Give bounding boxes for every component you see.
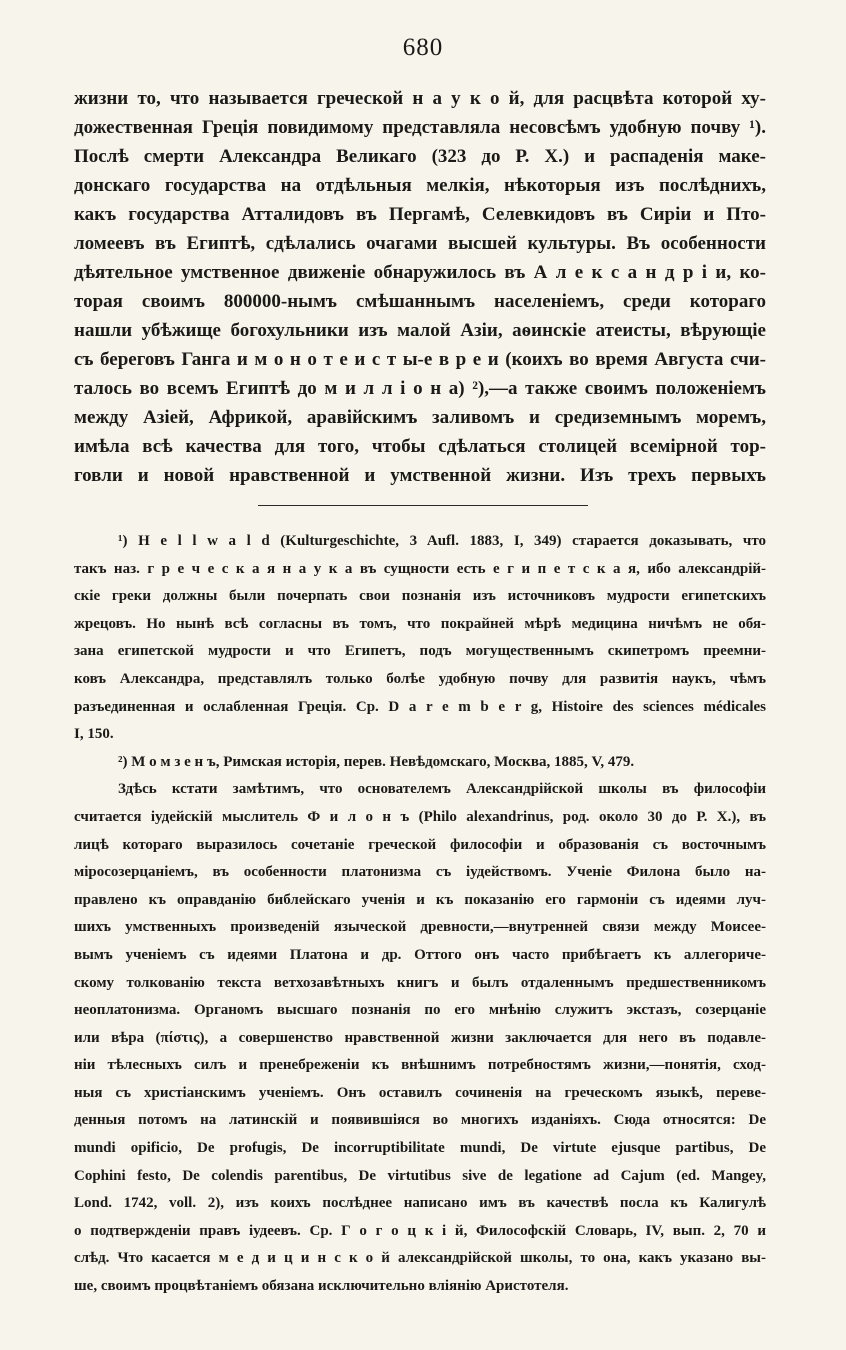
footnote-line: mundi opificio, De profugis, De incorruptibilitate mundi, De virtute ejusque partibus, De — [74, 1140, 766, 1157]
footnote-line: правлено къ оправданiю библейскаго ученiя и къ показанiю его гармонiи съ идеями луч- — [74, 891, 766, 908]
footnote-line: считается iудейскiй мыслитель Ф и л о н ъ (Philo alexandrinus, род. около 30 до Р. Х.), въ — [74, 808, 766, 825]
footnote-line: ныя съ христiанскимъ ученiемъ. Онъ оставилъ сочиненiя на греческомъ языкѣ, переве- — [74, 1084, 766, 1101]
text-line: съ береговъ Ганга и м о н о т е и с т ы-е в р е и (коихъ во время Августа счи- — [74, 349, 766, 370]
page-number: 680 — [402, 34, 444, 61]
footnote-line: жрецовъ. Но нынѣ всѣ согласны въ томъ, что покрайней мѣрѣ медицина ничѣмъ не обя- — [74, 615, 766, 632]
text-line: какъ государства Атталидовъ въ Пергамѣ, Селевкидовъ въ Сирiи и Пто- — [74, 204, 766, 225]
footnote-line: Здѣсь кстати замѣтимъ, что основателемъ Александрiйской школы въ философiи — [118, 781, 766, 798]
footnote-line: Lond. 1742, voll. 2), изъ коихъ послѣднее написано имъ въ качествѣ посла къ Калигулѣ — [74, 1195, 766, 1212]
footnote-line: ²) М о м з е н ъ, Римская исторiя, перев. Невѣдомскаго, Москва, 1885, V, 479. — [118, 753, 635, 770]
footnote-line: ¹) H e l l w a l d (Kulturgeschichte, 3 Aufl. 1883, I, 349) старается доказывать, что — [118, 533, 766, 549]
footnote-line: такъ наз. г р е ч е с к а я н а у к а въ сущности есть е г и п е т с к а я, ибо александрiй- — [74, 560, 766, 577]
text-line: дожественная Грецiя повидимому представляла несовсѣмъ удобную почву ¹). — [74, 117, 766, 138]
footnote-line: зана египетской мудрости и что Египетъ, подъ могущественнымъ скипетромъ преемни- — [74, 643, 766, 660]
text-line: жизни то, что называется греческой н а у к о й, для расцвѣта которой ху- — [74, 88, 766, 109]
footnote-line: или вѣра (πίστις), а совершенство нравственной жизни заключается для него въ подавле- — [74, 1029, 766, 1046]
footnote-line: о подтвержденiи правъ iудеевъ. Ср. Г о г о ц к i й, Философскiй Словарь, IV, вып. 2, 70 и — [74, 1222, 766, 1239]
footnote-line: скiе греки должны были почерпать свои познанiя изъ источниковъ мудрости египетскихъ — [74, 588, 766, 605]
footnote-line: слѣд. Что касается м е д и ц и н с к о й александрiйской школы, то она, какъ указано вы- — [74, 1250, 766, 1267]
footnote-line: скому толкованiю текста ветхозавѣтныхъ книгъ и былъ отдаленнымъ предшественникомъ — [74, 974, 766, 991]
text-line: Послѣ смерти Александра Великаго (323 до Р. Х.) и распаденiя маке- — [74, 146, 766, 167]
footnote-line: Cophini festo, De colendis parentibus, De virtutibus sive de legatione ad Cajum (ed. Mangey, — [74, 1167, 766, 1184]
footnote-line: денныя потомъ на латинскiй и появившiяся во многихъ изданiяхъ. Сюда относятся: De — [74, 1112, 766, 1129]
text-line: дѣятельное умственное движенiе обнаружилось въ А л е к с а н д р i и, ко- — [74, 262, 766, 283]
text-line: торая своимъ 800000-нымъ смѣшаннымъ населенiемъ, среди котораго — [74, 291, 766, 312]
text-line: говли и новой нравственной и умственной жизни. Изъ трехъ первыхъ — [74, 465, 766, 486]
footnote-line: лицѣ котораго выразилось сочетанiе греческой философiи и образованiя съ восточнымъ — [74, 836, 766, 853]
footnote-line: вымъ ученiемъ съ идеями Платона и др. Оттого онъ часто прибѣгаетъ къ аллегориче- — [74, 946, 766, 963]
footnote-line: мiросозерцанiемъ, въ особенности платонизма съ iудействомъ. Ученiе Филона было на- — [74, 864, 766, 881]
text-line: имѣла всѣ качества для того, чтобы сдѣлаться столицей всемiрной тор- — [74, 436, 766, 457]
footnote-line: шихъ умственныхъ произведенiй языческой древности,—внутренней связи между Моисее- — [74, 919, 766, 936]
footnote-line: разъединенная и ослабленная Грецiя. Ср. D a r e m b e r g, Histoire des sciences médicales — [74, 698, 766, 715]
text-line: нашли убѣжище богохульники изъ малой Азiи, аѳинскiе атеисты, вѣрующiе — [74, 320, 766, 341]
footnote-line: ше, своимъ процвѣтанiемъ обязана исключительно влiянiю Аристотеля. — [74, 1278, 569, 1295]
footnote-line: ковъ Александра, представлялъ только болѣе удобную почву для развитiя наукъ, чѣмъ — [74, 670, 766, 687]
text-line: между Азiей, Африкой, аравiйскимъ заливомъ и средиземнымъ моремъ, — [74, 407, 766, 428]
footnote-line: нiи тѣлесныхъ силъ и пренебреженiи къ внѣшнимъ потребностямъ жизни,—понятiя, сход- — [74, 1057, 766, 1074]
text-line: донскаго государства на отдѣльныя мелкiя, нѣкоторыя изъ послѣднихъ, — [74, 175, 766, 196]
footnote-divider — [258, 505, 588, 506]
main-text — [74, 84, 766, 490]
footnote-line: I, 150. — [74, 726, 114, 743]
text-line: талось во всемъ Египтѣ до м и л л i о н а) ²),—а также своимъ положенiемъ — [74, 378, 766, 399]
footnotes — [74, 528, 766, 1301]
text-line: ломеевъ въ Египтѣ, сдѣлались очагами высшей культуры. Въ особенности — [74, 233, 766, 254]
footnote-line: неоплатонизма. Органомъ высшаго познанiя по его мнѣнiю служитъ экстазъ, созерцанiе — [74, 1002, 766, 1019]
